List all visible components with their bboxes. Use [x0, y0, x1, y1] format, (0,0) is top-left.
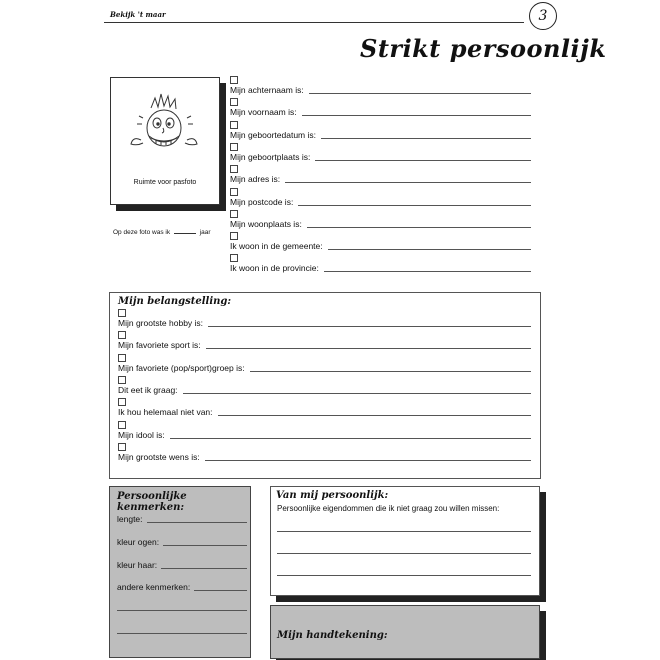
- checkbox[interactable]: [230, 210, 238, 218]
- personal-field-label: Mijn geboortplaats is:: [230, 151, 311, 162]
- interests-title: Mijn belangstelling:: [118, 296, 232, 307]
- interest-field-input-line[interactable]: [218, 415, 531, 416]
- personal-field-row: [230, 190, 531, 206]
- feature-extra-line[interactable]: [117, 610, 247, 611]
- checkbox[interactable]: [230, 121, 238, 129]
- feature-input-line[interactable]: [194, 590, 247, 591]
- feature-row: [117, 514, 247, 530]
- interest-field-label: Mijn grootste wens is:: [118, 451, 200, 462]
- personal-field-input-line[interactable]: [285, 182, 531, 183]
- about-me-box: [270, 486, 540, 596]
- features-title: Persoonlijke kenmerken:: [117, 491, 187, 513]
- personal-field-row: [230, 145, 531, 161]
- feature-row: [117, 560, 247, 576]
- personal-field-label: Mijn achternaam is:: [230, 85, 304, 95]
- interest-field-label: Dit eet ik graag:: [118, 384, 178, 395]
- age-blank-field[interactable]: [174, 233, 196, 234]
- personal-field-row: [230, 167, 531, 183]
- interest-field-row: [118, 423, 531, 439]
- interest-field-label: Ik hou helemaal niet van:: [118, 407, 213, 418]
- personal-field-label: Mijn geboortedatum is:: [230, 129, 316, 140]
- feature-input-line[interactable]: [163, 545, 247, 546]
- personal-field-label: Ik woon in de gemeente:: [230, 241, 323, 252]
- personal-field-row: [230, 123, 531, 139]
- checkbox[interactable]: [118, 398, 126, 406]
- personal-field-input-line[interactable]: [309, 93, 531, 94]
- feature-row: [117, 582, 247, 598]
- about-me-title: Van mij persoonlijk:: [276, 490, 389, 501]
- interest-field-input-line[interactable]: [205, 460, 531, 461]
- checkbox[interactable]: [230, 76, 238, 84]
- feature-row: [117, 537, 247, 553]
- interest-field-label: Mijn idool is:: [118, 429, 165, 440]
- checkbox[interactable]: [118, 354, 126, 362]
- cartoon-face-icon: [111, 78, 219, 178]
- feature-input-line[interactable]: [161, 568, 247, 569]
- checkbox[interactable]: [230, 143, 238, 151]
- feature-label: andere kenmerken:: [117, 582, 191, 592]
- page-number: 3: [529, 2, 557, 30]
- feature-label: kleur haar:: [117, 560, 158, 570]
- personal-field-label: Ik woon in de provincie:: [230, 263, 319, 274]
- interest-field-input-line[interactable]: [183, 393, 531, 394]
- checkbox[interactable]: [230, 232, 238, 240]
- checkbox[interactable]: [118, 443, 126, 451]
- feature-input-line[interactable]: [147, 522, 247, 523]
- checkbox[interactable]: [230, 254, 238, 262]
- interest-field-row: [118, 445, 531, 461]
- personal-field-input-line[interactable]: [321, 138, 531, 139]
- personal-field-input-line[interactable]: [307, 227, 531, 228]
- personal-field-label: Mijn postcode is:: [230, 196, 294, 207]
- book-title: Bekijk 't maar: [110, 10, 166, 19]
- checkbox[interactable]: [118, 331, 126, 339]
- checkbox[interactable]: [230, 98, 238, 106]
- personal-field-input-line[interactable]: [302, 115, 531, 116]
- about-me-line[interactable]: [277, 575, 531, 576]
- checkbox[interactable]: [118, 421, 126, 429]
- signature-label: Mijn handtekening:: [277, 630, 388, 641]
- feature-extra-line[interactable]: [117, 633, 247, 634]
- interest-field-input-line[interactable]: [250, 371, 531, 372]
- personal-field-row: [230, 78, 531, 94]
- personal-field-label: Mijn voornaam is:: [230, 107, 297, 118]
- about-me-prompt: Persoonlijke eigendommen die ik niet graag zou willen missen:: [277, 504, 500, 513]
- page-title: Strikt persoonlijk: [360, 34, 607, 63]
- interest-field-row: [118, 400, 531, 416]
- checkbox[interactable]: [118, 309, 126, 317]
- checkbox[interactable]: [230, 188, 238, 196]
- checkbox[interactable]: [230, 165, 238, 173]
- personal-field-input-line[interactable]: [324, 271, 531, 272]
- interest-field-row: [118, 378, 531, 394]
- interest-field-label: Mijn favoriete (pop/sport)groep is:: [118, 362, 245, 373]
- personal-field-input-line[interactable]: [328, 249, 531, 250]
- personal-field-row: [230, 212, 531, 228]
- signature-box[interactable]: [270, 605, 540, 659]
- personal-field-label: Mijn woonplaats is:: [230, 218, 302, 229]
- interest-field-row: [118, 311, 531, 327]
- checkbox[interactable]: [118, 376, 126, 384]
- about-me-line[interactable]: [277, 531, 531, 532]
- about-me-line[interactable]: [277, 553, 531, 554]
- feature-label: kleur ogen:: [117, 537, 160, 547]
- photo-age: [113, 229, 211, 236]
- age-suffix: jaar: [199, 229, 211, 236]
- personal-field-input-line[interactable]: [315, 160, 531, 161]
- interest-field-row: [118, 356, 531, 372]
- personal-field-input-line[interactable]: [298, 205, 531, 206]
- interest-field-label: Mijn favoriete sport is:: [118, 340, 201, 351]
- age-prefix: Op deze foto was ik: [113, 229, 171, 236]
- photo-box[interactable]: [110, 77, 220, 205]
- interest-field-input-line[interactable]: [206, 348, 531, 349]
- personal-field-label: Mijn adres is:: [230, 174, 281, 185]
- feature-label: lengte:: [117, 514, 143, 524]
- interest-field-row: [118, 333, 531, 349]
- photo-label: Ruimte voor pasfoto: [133, 179, 197, 186]
- personal-field-row: [230, 100, 531, 116]
- personal-field-row: [230, 234, 531, 250]
- personal-field-row: [230, 256, 531, 272]
- interest-field-input-line[interactable]: [208, 326, 531, 327]
- interest-field-input-line[interactable]: [170, 438, 531, 439]
- header-rule: [104, 8, 524, 23]
- interest-field-label: Mijn grootste hobby is:: [118, 318, 204, 328]
